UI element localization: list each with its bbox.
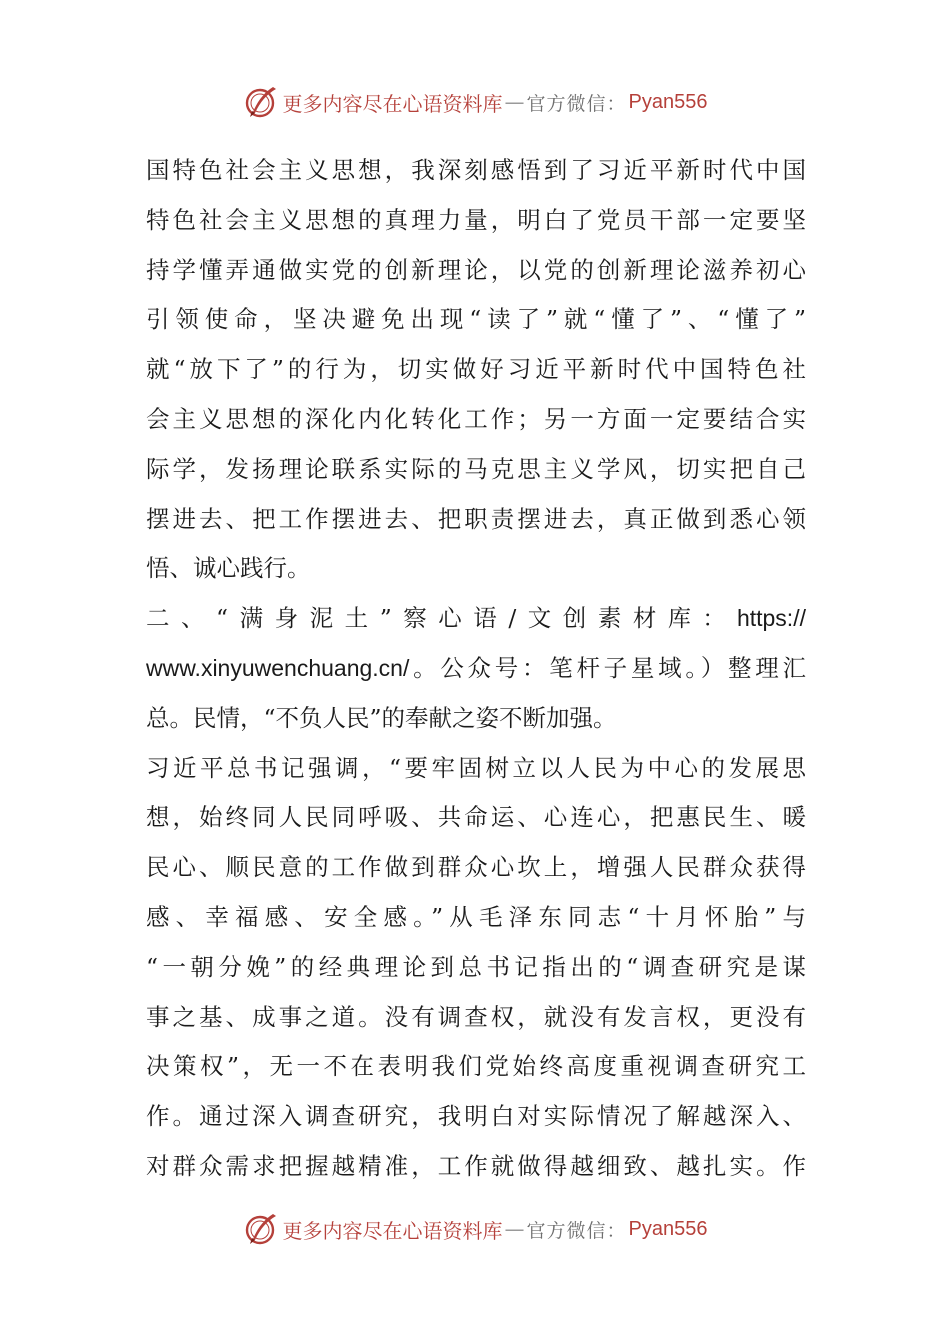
text-segment: 二、“满身泥土”察心语/文创素材 xyxy=(146,604,668,633)
text-line xyxy=(146,644,806,694)
text-line: 摆进去、把工作摆进去、把职责摆进去，真正做到悉心领 xyxy=(146,504,806,533)
text-line xyxy=(146,594,806,644)
text-line: 对群众需求把握越精准，工作就做得越细致、越扎实。作 xyxy=(146,1151,806,1180)
banner-dash: — xyxy=(504,1217,525,1241)
text-line: 想，始终同人民同呼吸、共命运、心连心，把惠民生、暖 xyxy=(146,803,806,832)
text-line: 决策权”，无一不在表明我们党始终高度重视调查研究工 xyxy=(146,1052,806,1081)
banner-wechat-id: Pyan556 xyxy=(628,90,708,113)
text-segment: 。公众号：笔杆子星域。）整理汇 xyxy=(409,653,806,682)
quill-pen-seal-icon xyxy=(243,84,279,120)
text-line: 际学，发扬理论联系实际的马克思主义学风，切实把自己 xyxy=(146,454,806,483)
banner-official-label: 官方微信： xyxy=(526,92,627,115)
url-segment: 库：https:// xyxy=(667,605,806,632)
text-line: 习近平总书记强调，“要牢固树立以人民为中心的发展思 xyxy=(146,753,806,782)
text-line: 感、幸福感、安全感。”从毛泽东同志“十月怀胎”与 xyxy=(146,902,806,931)
text-line: 总。民情，“不负人民”的奉献之姿不断加强。 xyxy=(146,703,617,732)
text-line: “一朝分娩”的经典理论到总书记指出的“调查研究是谋 xyxy=(146,952,806,981)
text-line: 特色社会主义思想的真理力量，明白了党员干部一定要坚 xyxy=(146,205,806,234)
text-line: 国特色社会主义思想，我深刻感悟到了习近平新时代中国 xyxy=(146,156,806,184)
footer-banner xyxy=(0,1209,950,1249)
banner-promo-text: 更多内容尽在心语资料库 xyxy=(282,1218,503,1243)
banner-promo-text: 更多内容尽在心语资料库 xyxy=(282,91,503,116)
text-line: 民心、顺民意的工作做到群众心坎上，增强人民群众获得 xyxy=(146,853,806,882)
document-body xyxy=(146,146,806,1192)
text-line: 持学懂弄通做实党的创新理论，以党的创新理论滋养初心 xyxy=(146,255,806,284)
quill-pen-seal-icon xyxy=(243,1211,279,1247)
text-line: 引领使命，坚决避免出现“读了”就“懂了”、“懂了” xyxy=(146,305,806,334)
text-line: 就“放下了”的行为，切实做好习近平新时代中国特色社 xyxy=(146,355,806,384)
banner-dash: — xyxy=(504,90,525,114)
header-banner xyxy=(0,82,950,122)
text-line: 作。通过深入调查研究，我明白对实际情况了解越深入、 xyxy=(146,1102,806,1131)
banner-official-label: 官方微信： xyxy=(526,1219,627,1242)
text-line: 悟、诚心践行。 xyxy=(146,554,311,583)
text-line: 事之基、成事之道。没有调查权，就没有发言权，更没有 xyxy=(146,1002,806,1031)
text-line: 会主义思想的深化内化转化工作；另一方面一定要结合实 xyxy=(146,404,806,433)
banner-wechat-id: Pyan556 xyxy=(628,1217,708,1240)
url-segment: www.xinyuwenchuang.cn/ xyxy=(146,654,410,681)
